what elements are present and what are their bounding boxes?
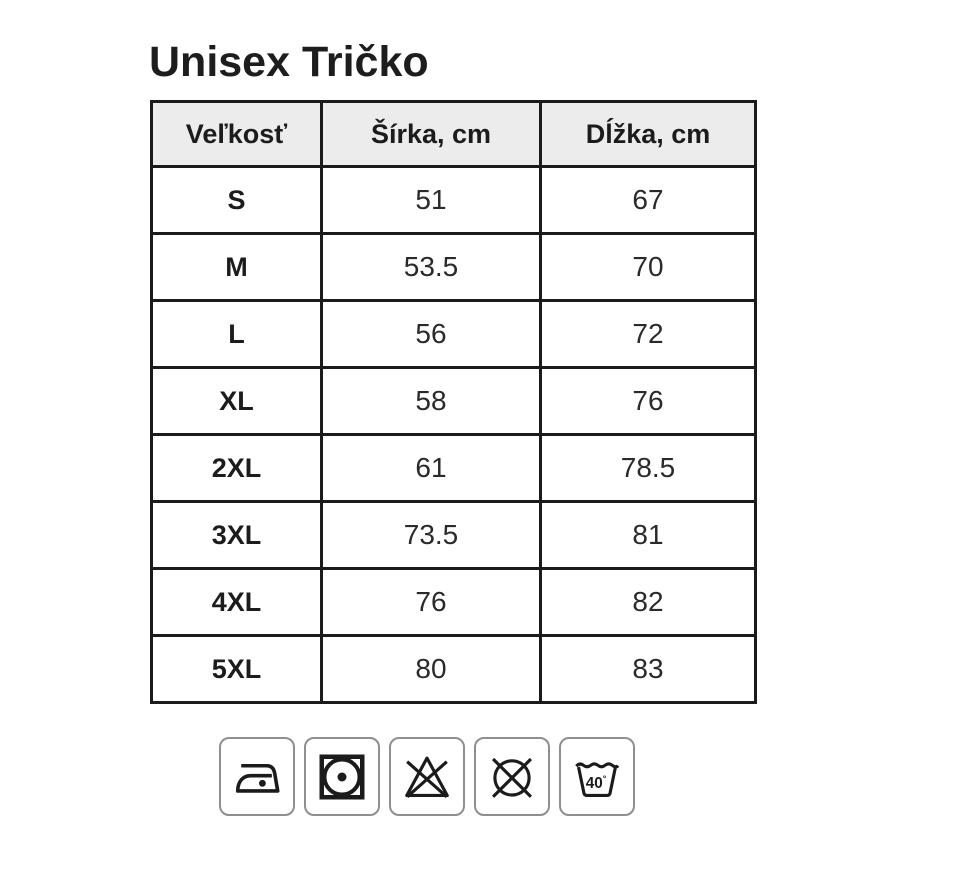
size-cell: 5XL bbox=[152, 636, 322, 703]
size-cell: L bbox=[152, 301, 322, 368]
tumble-dry-icon bbox=[304, 737, 380, 816]
table-row bbox=[152, 234, 756, 301]
column-header-length: Dĺžka, cm bbox=[541, 102, 756, 167]
tumble-dry-glyph bbox=[315, 750, 369, 804]
do-not-bleach-glyph bbox=[400, 750, 454, 804]
size-cell: 3XL bbox=[152, 502, 322, 569]
size-table-body bbox=[152, 167, 756, 703]
size-table-header bbox=[152, 102, 756, 167]
do-not-dry-clean-glyph bbox=[485, 750, 539, 804]
column-header-size: Veľkosť bbox=[152, 102, 322, 167]
width-cell: 56 bbox=[322, 301, 541, 368]
width-cell: 51 bbox=[322, 167, 541, 234]
iron-low-heat-icon bbox=[219, 737, 295, 816]
header-row bbox=[152, 102, 756, 167]
length-cell: 81 bbox=[541, 502, 756, 569]
size-table bbox=[150, 100, 757, 704]
table-row bbox=[152, 368, 756, 435]
length-cell: 82 bbox=[541, 569, 756, 636]
table-row bbox=[152, 301, 756, 368]
size-cell: 4XL bbox=[152, 569, 322, 636]
length-cell: 67 bbox=[541, 167, 756, 234]
width-cell: 76 bbox=[322, 569, 541, 636]
length-cell: 78.5 bbox=[541, 435, 756, 502]
table-row bbox=[152, 569, 756, 636]
page-title: Unisex Tričko bbox=[149, 38, 429, 86]
table-row bbox=[152, 636, 756, 703]
do-not-dry-clean-icon bbox=[474, 737, 550, 816]
table-row bbox=[152, 502, 756, 569]
length-cell: 72 bbox=[541, 301, 756, 368]
width-cell: 73.5 bbox=[322, 502, 541, 569]
do-not-bleach-icon bbox=[389, 737, 465, 816]
iron-glyph bbox=[230, 750, 284, 804]
width-cell: 61 bbox=[322, 435, 541, 502]
size-cell: M bbox=[152, 234, 322, 301]
wash-40-icon bbox=[559, 737, 635, 816]
width-cell: 80 bbox=[322, 636, 541, 703]
width-cell: 53.5 bbox=[322, 234, 541, 301]
care-symbols-row bbox=[219, 737, 635, 816]
wash-temperature-label: 40° bbox=[585, 773, 607, 792]
length-cell: 76 bbox=[541, 368, 756, 435]
length-cell: 70 bbox=[541, 234, 756, 301]
size-cell: 2XL bbox=[152, 435, 322, 502]
length-cell: 83 bbox=[541, 636, 756, 703]
wash-40-glyph bbox=[570, 750, 624, 804]
size-cell: S bbox=[152, 167, 322, 234]
column-header-width: Šírka, cm bbox=[322, 102, 541, 167]
width-cell: 58 bbox=[322, 368, 541, 435]
size-cell: XL bbox=[152, 368, 322, 435]
table-row bbox=[152, 435, 756, 502]
table-row bbox=[152, 167, 756, 234]
